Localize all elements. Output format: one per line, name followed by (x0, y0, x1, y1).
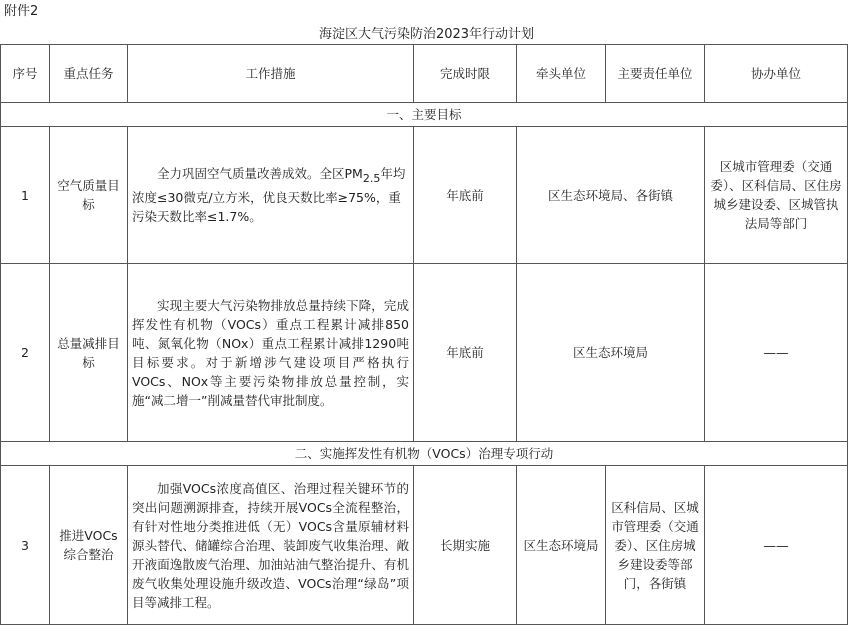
table-header-row (1, 45, 848, 103)
section-title-1: 一、主要目标 (1, 103, 848, 127)
row-lead-responsible: 区生态环境局、各街镇 (517, 127, 705, 264)
row-assist: 区城市管理委（交通委）、区科信局、区住房城乡建设委、区城管执法局等部门 (705, 127, 848, 264)
row-no: 3 (1, 466, 50, 625)
header-measures: 工作措施 (128, 45, 414, 103)
row-deadline: 年底前 (414, 127, 517, 264)
row-task: 推进VOCs综合整治 (50, 466, 128, 625)
header-no: 序号 (1, 45, 50, 103)
row-lead-responsible: 区生态环境局 (517, 264, 705, 442)
row-deadline: 长期实施 (414, 466, 517, 625)
row-deadline: 年底前 (414, 264, 517, 442)
row-no: 2 (1, 264, 50, 442)
row-task: 空气质量目标 (50, 127, 128, 264)
section-row (1, 103, 848, 127)
row-assist: —— (705, 466, 848, 625)
table-row (1, 264, 848, 442)
document-title: 海淀区大气污染防治2023年行动计划 (318, 27, 535, 42)
row-lead: 区生态环境局 (517, 466, 606, 625)
row-task: 总量减排目标 (50, 264, 128, 442)
row-assist: —— (705, 264, 848, 442)
header-task: 重点任务 (50, 45, 128, 103)
section-title-2: 二、实施挥发性有机物（VOCs）治理专项行动 (1, 442, 848, 466)
attachment-label: 附件2 (4, 4, 39, 19)
action-plan-table (0, 44, 848, 625)
header-lead: 牵头单位 (517, 45, 606, 103)
row-measures: 实现主要大气污染物排放总量持续下降，完成挥发性有机物（VOCs）重点工程累计减排850吨、氮氧化物（NOx）重点工程累计减排1290吨目标要求。对于新增涉气建设项目严格执行VOCs、NOx等主要污染物排放总量控制，实施“减二增一”削减量替代审批制度。 (128, 264, 414, 442)
row-responsible: 区科信局、区城市管理委（交通委）、区住房城乡建设委等部门，各街镇 (606, 466, 705, 625)
row-measures (128, 127, 414, 264)
section-row (1, 442, 848, 466)
row-no: 1 (1, 127, 50, 264)
table-row (1, 127, 848, 264)
measures-subscript: 2.5 (362, 172, 381, 185)
header-deadline: 完成时限 (414, 45, 517, 103)
header-responsible: 主要责任单位 (606, 45, 705, 103)
row-measures: 加强VOCs浓度高值区、治理过程关键环节的突出问题溯源排查，持续开展VOCs全流程整治，有针对性地分类推进低（无）VOCs含量原辅材料源头替代、储罐综合治理、装卸废气收集治理、敞开液面逸散废气治理、加油站油气整治提升、有机废气收集处理设施升级改造、VOCs治理“绿岛”项目等减排工程。 (128, 466, 414, 625)
header-assist: 协办单位 (705, 45, 848, 103)
measures-text-post: 年均浓度≤30微克/立方米，优良天数比率≥75%，重污染天数比率≤1.7%。 (132, 166, 406, 224)
measures-text-pre: 全力巩固空气质量改善成效。全区PM (157, 166, 363, 181)
